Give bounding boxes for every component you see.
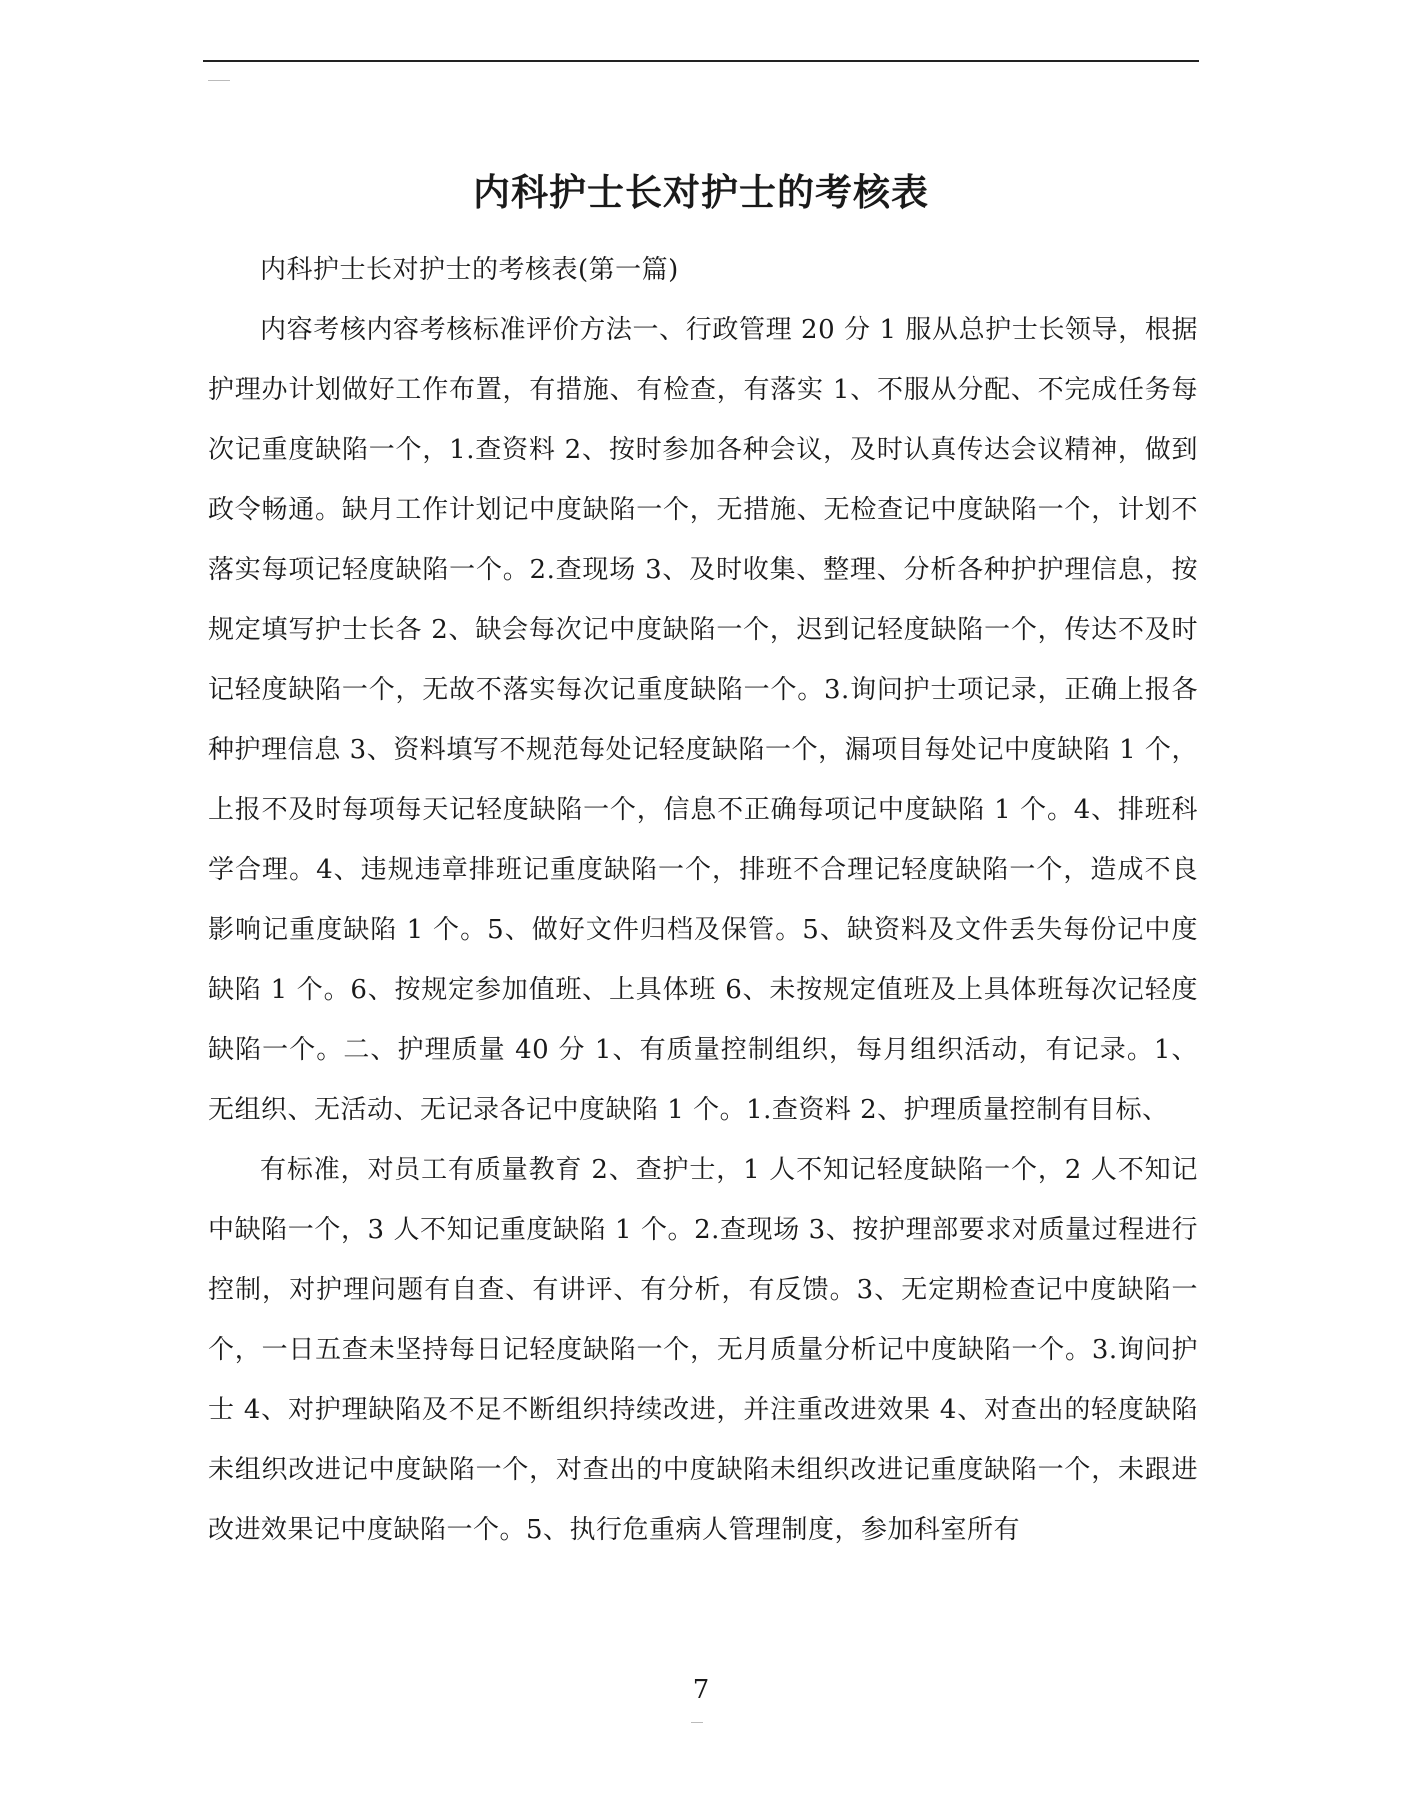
- header-mark: [208, 80, 230, 81]
- document-body: [208, 240, 1198, 1560]
- header-rule: [203, 60, 1199, 62]
- page-number: 7: [692, 1675, 710, 1705]
- paragraph-subtitle: 内科护士长对护士的考核表(第一篇): [260, 255, 679, 285]
- document-title: 内科护士长对护士的考核表: [473, 170, 929, 214]
- paragraph-1: 内容考核内容考核标准评价方法一、行政管理 20 分 1 服从总护士长领导，根据护理办计划做好工作布置，有措施、有检查，有落实 1、不服从分配、不完成任务每次记重度缺陷一个，1.查资料 2、按时参加各种会议，及时认真传达会议精神，做到政令畅通。缺月工作计划记中度缺陷一个，无措施、无检查记中度缺陷一个，计划不落实每项记轻度缺陷一个。2.查现场 3、及时收集、整理、分析各种护护理信息，按规定填写护士长各 2、缺会每次记中度缺陷一个，迟到记轻度缺陷一个，传达不及时记轻度缺陷一个，无故不落实每次记重度缺陷一个。3.询问护士项记录，正确上报各种护理信息 3、资料填写不规范每处记轻度缺陷一个，漏项目每处记中度缺陷 1 个，上报不及时每项每天记轻度缺陷一个，信息不正确每项记中度缺陷 1 个。4、排班科学合理。4、违规违章排班记重度缺陷一个，排班不合理记轻度缺陷一个，造成不良影响记重度缺陷 1 个。5、做好文件归档及保管。5、缺资料及文件丢失每份记中度缺陷 1 个。6、按规定参加值班、上具体班 6、未按规定值班及上具体班每次记轻度缺陷一个。二、护理质量 40 分 1、有质量控制组织，每月组织活动，有记录。1、无组织、无活动、无记录各记中度缺陷 1 个。1.查资料 2、护理质量控制有目标、: [208, 315, 1198, 1125]
- paragraph-2: 有标准，对员工有质量教育 2、查护士，1 人不知记轻度缺陷一个，2 人不知记中缺陷一个，3 人不知记重度缺陷 1 个。2.查现场 3、按护理部要求对质量过程进行控制，对护理问题有自查、有讲评、有分析，有反馈。3、无定期检查记中度缺陷一个，一日五查未坚持每日记轻度缺陷一个，无月质量分析记中度缺陷一个。3.询问护士 4、对护理缺陷及不足不断组织持续改进，并注重改进效果 4、对查出的轻度缺陷未组织改进记中度缺陷一个，对查出的中度缺陷未组织改进记重度缺陷一个，未跟进改进效果记中度缺陷一个。5、执行危重病人管理制度，参加科室所有: [208, 1155, 1198, 1545]
- footer-mark: [691, 1722, 703, 1723]
